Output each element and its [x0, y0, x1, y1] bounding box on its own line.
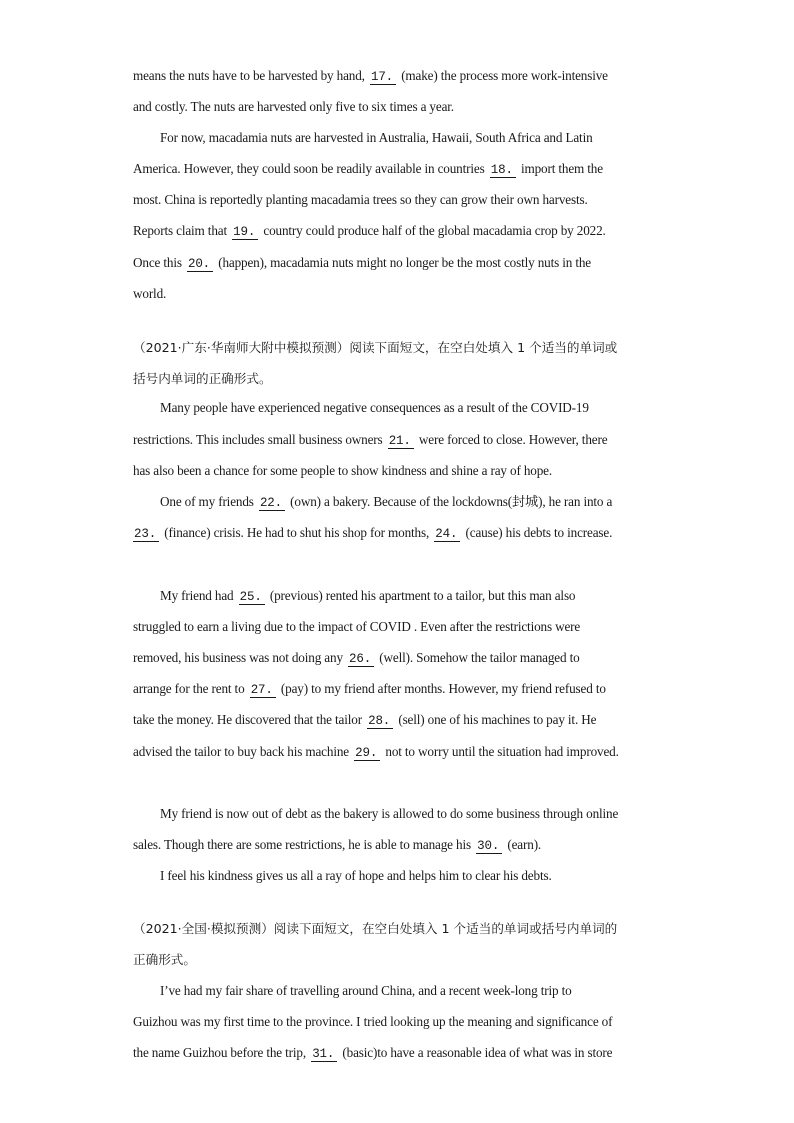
text-line: world. — [133, 286, 167, 301]
answer-blank-29[interactable]: 29. — [354, 746, 380, 761]
text-line: Once this 20. (happen), macadamia nuts might no longer be the most costly nuts in the — [133, 255, 592, 271]
text-line: One of my friends 22. (own) a bakery. Because of the lockdowns(封城), he ran into a — [160, 494, 613, 510]
text-line: arrange for the rent to 27. (pay) to my friend after months. However, my friend refused to — [133, 681, 606, 697]
text-line: struggled to earn a living due to the impact of COVID . Even after the restrictions were — [133, 619, 581, 634]
answer-blank-21[interactable]: 21. — [388, 434, 414, 449]
answer-blank-23[interactable]: 23. — [133, 527, 159, 542]
text-line: For now, macadamia nuts are harvested in Australia, Hawaii, South Africa and Latin — [160, 130, 593, 145]
text-line: Guizhou was my first time to the province. I tried looking up the meaning and significance of — [133, 1014, 613, 1029]
text-line: means the nuts have to be harvested by hand, 17. (make) the process more work-intensive — [133, 68, 608, 84]
section-heading: （2021·广东·华南师大附中模拟预测）阅读下面短文，在空白处填入 1 个适当的单词或 — [133, 340, 618, 355]
section-heading: （2021·全国·模拟预测）阅读下面短文，在空白处填入 1 个适当的单词或括号内单词的 — [133, 921, 618, 936]
text-line: My friend had 25. (previous) rented his apartment to a tailor, but this man also — [160, 588, 576, 604]
answer-blank-20[interactable]: 20. — [187, 257, 213, 272]
answer-blank-17[interactable]: 17. — [370, 70, 396, 85]
text-line: and costly. The nuts are harvested only five to six times a year. — [133, 99, 454, 114]
text-line: restrictions. This includes small business owners 21. were forced to close. However, there — [133, 432, 608, 448]
text-line: the name Guizhou before the trip, 31. (basic)to have a reasonable idea of what was in store — [133, 1045, 613, 1061]
answer-blank-19[interactable]: 19. — [232, 225, 258, 240]
text-line: Many people have experienced negative consequences as a result of the COVID-19 — [160, 400, 589, 415]
answer-blank-26[interactable]: 26. — [348, 652, 374, 667]
text-line: has also been a chance for some people to show kindness and shine a ray of hope. — [133, 463, 553, 478]
text-line: I’ve had my fair share of travelling around China, and a recent week-long trip to — [160, 983, 572, 998]
text-line: America. However, they could soon be readily available in countries 18. import them the — [133, 161, 603, 177]
text-line: sales. Though there are some restrictions, he is able to manage his 30. (earn). — [133, 837, 542, 853]
section-heading: 正确形式。 — [133, 952, 196, 967]
text-line: take the money. He discovered that the tailor 28. (sell) one of his machines to pay it. He — [133, 712, 597, 728]
answer-blank-22[interactable]: 22. — [259, 496, 285, 511]
answer-blank-18[interactable]: 18. — [490, 163, 516, 178]
answer-blank-25[interactable]: 25. — [239, 590, 265, 605]
text-line: 23. (finance) crisis. He had to shut his shop for months, 24. (cause) his debts to increase. — [134, 525, 613, 541]
answer-blank-31[interactable]: 31. — [311, 1047, 337, 1062]
answer-blank-28[interactable]: 28. — [367, 714, 393, 729]
text-line: I feel his kindness gives us all a ray of hope and helps him to clear his debts. — [160, 868, 552, 883]
answer-blank-30[interactable]: 30. — [476, 839, 502, 854]
text-line: advised the tailor to buy back his machine 29. not to worry until the situation had improved. — [133, 744, 619, 760]
text-line: removed, his business was not doing any 26. (well). Somehow the tailor managed to — [133, 650, 580, 666]
text-line: most. China is reportedly planting macadamia trees so they can grow their own harvests. — [133, 192, 588, 207]
answer-blank-27[interactable]: 27. — [250, 683, 276, 698]
text-line: Reports claim that 19. country could produce half of the global macadamia crop by 2022. — [133, 223, 606, 239]
text-line: My friend is now out of debt as the bakery is allowed to do some business through online — [160, 806, 619, 821]
section-heading: 括号内单词的正确形式。 — [133, 371, 272, 386]
answer-blank-24[interactable]: 24. — [434, 527, 460, 542]
